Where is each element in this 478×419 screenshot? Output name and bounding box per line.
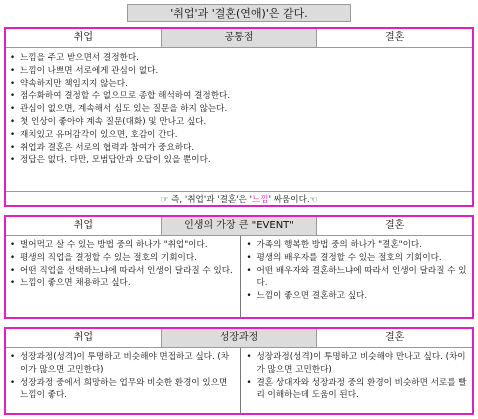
job-column <box>6 236 241 318</box>
marriage-column <box>241 348 473 414</box>
header-job: 취업 <box>73 32 93 43</box>
common-points-box <box>4 27 474 207</box>
growth-box <box>4 327 474 415</box>
table-header <box>6 329 472 348</box>
list-item: • 느낌이 좋으면 결혼하고 싶다. <box>243 290 473 303</box>
header-event: 인생의 가장 큰 "EVENT" <box>161 217 318 235</box>
header-marriage: 결혼 <box>385 332 405 343</box>
list-item: • 정답은 없다. 다만, 모범답안과 오답이 있을 뿐이다. <box>6 154 472 167</box>
page-title: '취업'과 '결혼(연애)'은 같다. <box>127 4 351 22</box>
header-marriage: 결혼 <box>385 32 405 43</box>
list-item: • 취업과 결혼은 서로의 협력과 참여가 중요하다. <box>6 142 472 155</box>
table-header <box>6 217 472 236</box>
summary-highlight: 느낌 <box>251 195 269 205</box>
list-item: • 성장과정(성격)이 투명하고 비슷해야 만나고 싶다. (차이가 많으면 고민한다) <box>243 351 473 377</box>
summary-line <box>6 191 472 209</box>
header-job: 취업 <box>73 220 93 231</box>
list-item: • 느낌이 나쁘면 서로에게 관심이 없다. <box>6 65 472 78</box>
list-item: • 결혼 상대자와 성장과정 중의 환경이 비슷하면 서로를 빨리 이해하는데 도움이 된다. <box>243 377 473 403</box>
list-item: • 관심이 없으면, 계속해서 심도 있는 질문을 하지 않는다. <box>6 103 472 116</box>
list-item: • 평생의 직업을 결정할 수 있는 절호의 기회이다. <box>6 252 236 265</box>
header-growth: 성장과정 <box>161 329 318 347</box>
table-header <box>6 29 472 48</box>
list-item: • 재치있고 유머감각이 있으면, 호감이 간다. <box>6 129 472 142</box>
list-item: • 첫 인상이 좋아야 계속 질문(대화) 및 만나고 싶다. <box>6 116 472 129</box>
header-job: 취업 <box>73 332 93 343</box>
list-item: • 가족의 행복한 방법 중의 하나가 "결혼"이다. <box>243 239 473 252</box>
list-item: • 어떤 직업을 선택하느냐에 따라서 인생이 달라질 수 있다. <box>6 265 236 278</box>
header-common: 공통점 <box>161 29 318 47</box>
job-column <box>6 348 241 414</box>
growth-columns <box>6 348 472 414</box>
list-item: • 벌어먹고 살 수 있는 방법 중의 하나가 "취업"이다. <box>6 239 236 252</box>
list-item: • 약속하지만 책임지지 않는다. <box>6 78 472 91</box>
list-item: • 어떤 배우자와 결혼하느냐에 따라서 인생이 달라질 수 있다. <box>243 265 473 291</box>
list-item: • 평생의 배우자를 결정할 수 있는 절호의 기회이다. <box>243 252 473 265</box>
list-item: • 성장과정(성격)이 투명하고 비슷해야 면접하고 싶다. (차이가 많으면 고민한다) <box>6 351 236 377</box>
common-points-list <box>6 48 472 191</box>
summary-prefix: ☞ 즉, '취업'과 '결혼'은 ' <box>160 195 252 205</box>
list-item: • 성장과정 중에서 희망하는 업무와 비슷한 환경이 있으면 느낌이 좋다. <box>6 377 236 403</box>
event-box <box>4 215 474 319</box>
summary-suffix: ' 싸움이다.☜ <box>268 195 318 205</box>
list-item: • 느낌을 주고 받으면서 결정한다. <box>6 52 472 65</box>
list-item: • 느낌이 좋으면 채용하고 싶다. <box>6 277 236 290</box>
event-columns <box>6 236 472 318</box>
list-item: • 점수화하여 결정할 수 없으므로 종합 해석하여 결정한다. <box>6 90 472 103</box>
marriage-column <box>241 236 473 318</box>
header-marriage: 결혼 <box>385 220 405 231</box>
